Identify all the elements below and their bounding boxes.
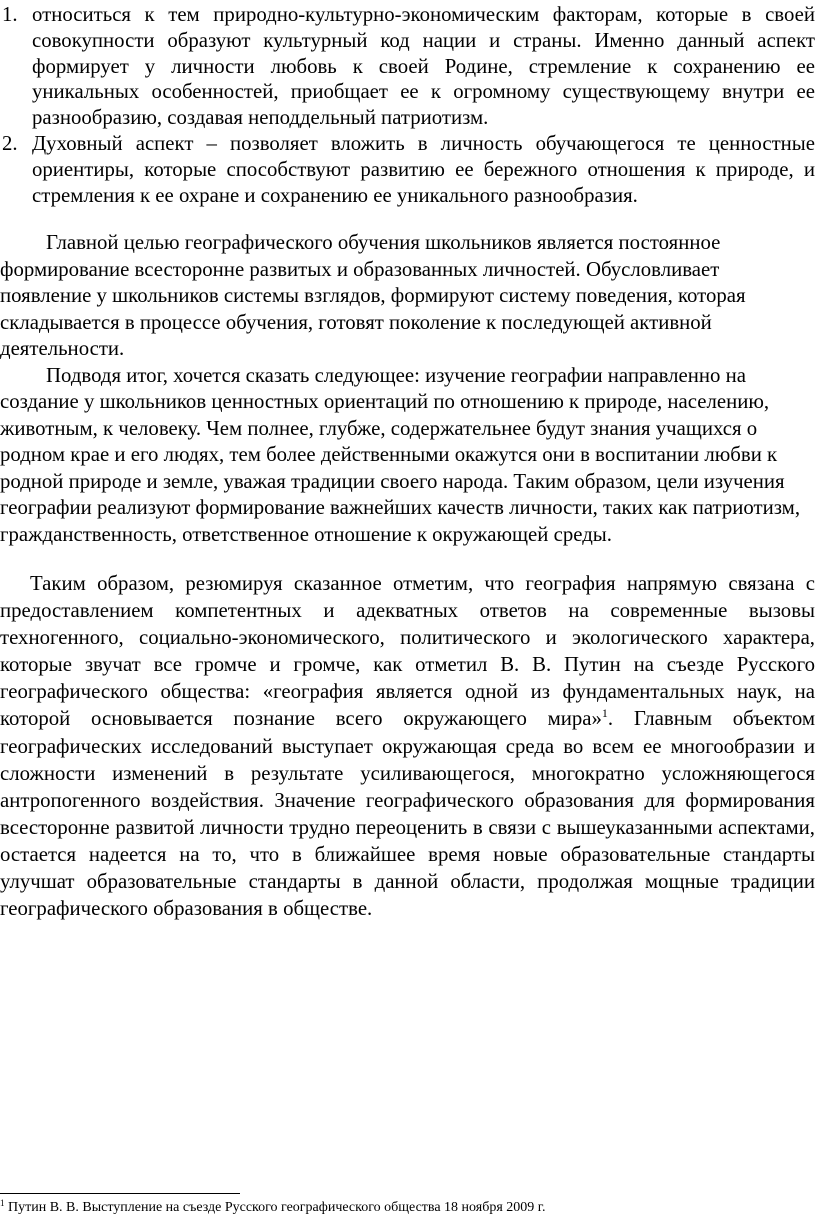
paragraph-conclusion-text-end: . Главным объектом географических исследований выступает окружающая среда во всем ее многообразии и сложности изменений в результате усиливающегося, многократно усложняющегося антропогенного воздействия. Значение географического образования для формирования всесторонне развитой личности трудно переоценить в связи с вышеуказанными аспектами, остается надеется на то, что в ближайшее время новые образовательные стандарты улучшат образовательные стандарты в данной области, продолжая мощные традиции географического образования в обществе.	[0, 707, 815, 921]
list-item	[0, 2, 815, 131]
footnote-marker: 1	[0, 1198, 5, 1208]
paragraph-conclusion-text-start: Таким образом, резюмируя сказанное отметим, что география напрямую связана с предоставлением компетентных и адекватных ответов на современные вызовы техногенного, социально-экономического, политического и экологического характера, которые звучат все громче и громче, как отметил В. В. Путин на съезде Русского географического общества: «география является одной из фундаментальных наук, на которой основывается познание всего окружающего мира»	[0, 572, 815, 731]
footnote-reference[interactable]: 1	[601, 706, 608, 721]
list-item	[0, 131, 815, 208]
paragraph-goal: Главной целью географического обучения школьников является постоянное формирование всесторонне развитых и образованных личностей. Обусловливает появление у школьников системы взглядов, формируют систему поведения, которая складывается в процессе обучения, готовят поколение к последующей активной деятельности.	[0, 231, 746, 360]
list-item-number: 2.	[2, 131, 18, 155]
paragraph-summary: Подводя итог, хочется сказать следующее: изучение географии направленно на создание у школьников ценностных ориентаций по отношению к природе, населению, животным, к человеку. Чем полнее, глубже, содержательнее будут знания учащихся о родном крае и его людях, тем более действенными окажутся они в воспитании любви к родной природе и земле, уважая традиции своего народа. Таким образом, цели изучения географии реализуют формирование важнейших качеств личности, таких как патриотизм, гражданственность, ответственное отношение к окружающей среды.	[0, 363, 801, 546]
list-item-number: 1.	[2, 3, 18, 26]
list-item-text: относиться к тем природно-культурно-экономическим факторам, которые в своей совокупности образуют культурный код нации и страны. Именно данный аспект формирует у личности любовь к своей Родине, стремление к сохранению ее уникальных особенностей, приобщает ее к огромному существующему внутри ее разнообразию, создавая неподдельный патриотизм.	[32, 3, 815, 130]
numbered-list	[0, 2, 815, 208]
footnote	[0, 1199, 816, 1217]
body-text-block	[0, 230, 802, 548]
list-item-text: Духовный аспект – позволяет вложить в личность обучающегося те ценностные ориентиры, которые способствуют развитию ее бережного отношения к природе, и стремления к ее охране и сохранению ее уникального разнообразия.	[32, 131, 815, 207]
paragraph-conclusion	[0, 570, 815, 922]
footnote-divider	[0, 1193, 240, 1194]
footnote-text: Путин В. В. Выступление на съезде Русского географического общества 18 ноября 2009 г.	[4, 1200, 546, 1215]
